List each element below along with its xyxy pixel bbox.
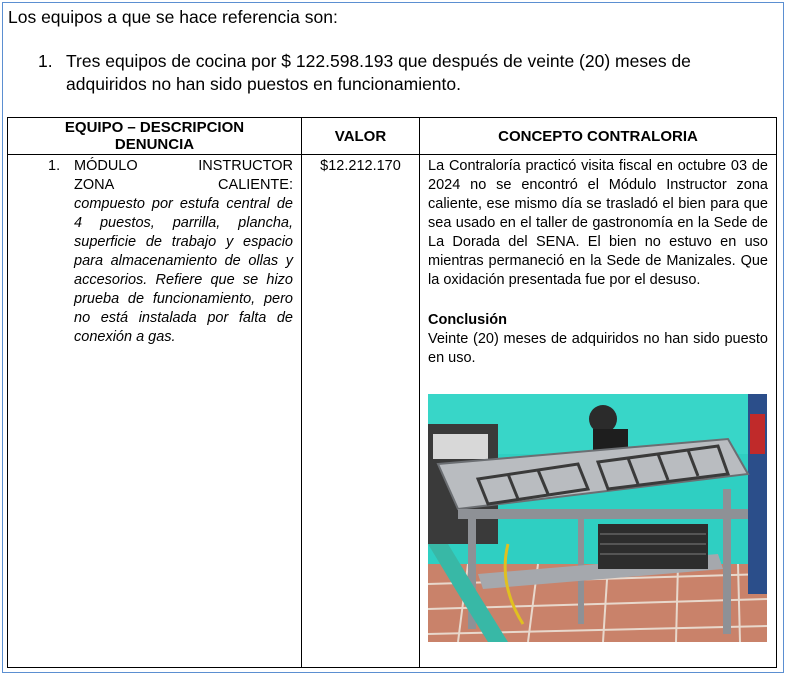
header-concepto: CONCEPTO CONTRALORIA — [420, 118, 777, 155]
conclusion-heading: Conclusión — [428, 312, 507, 328]
equipment-table — [7, 117, 777, 668]
cell-equipo — [8, 155, 302, 668]
header-valor: VALOR — [302, 118, 420, 155]
equipment-value: $12.212.170 — [320, 158, 401, 174]
equipment-description: compuesto por estufa central de 4 puestos, parrilla, plancha, superficie de trabajo y espacio para almacenamiento de ollas y accesorios. Refiere que se hizo prueba de funcionamiento, pero no está instalada por falta de conexión a gas. — [74, 196, 293, 345]
equipment-title-line1: MÓDULO INSTRUCTOR — [74, 158, 293, 174]
intro-text: Los equipos a que se hace referencia son: — [8, 7, 338, 27]
cell-valor — [302, 155, 420, 668]
list-item-text: Tres equipos de cocina por $ 122.598.193 que después de veinte (20) meses de adquiridos no han sido puestos en funcionamiento. — [66, 51, 691, 94]
cell-concepto — [420, 155, 777, 668]
concepto-text: La Contraloría practicó visita fiscal en octubre 03 de 2024 no se encontró el Módulo Instructor zona caliente, ese mismo día se trasladó el bien para que sea usado en el taller de gastronomía en la Sede de La Dorada del SENA. El bien no estuvo en uso mientras permaneció en la Sede de Manizales. Que la oxidación presentada fue por el desuso. — [428, 158, 768, 288]
equipment-title-line2: ZONA CALIENTE: — [74, 177, 293, 193]
list-item-number: 1. — [38, 51, 53, 71]
stove-photo-illustration — [428, 394, 767, 642]
conclusion-text: Veinte (20) meses de adquiridos no han sido puesto en uso. — [428, 331, 768, 366]
kitchen-module-photo — [428, 394, 767, 642]
row-number: 1. — [48, 158, 61, 174]
header-equipo: EQUIPO – DESCRIPCION DENUNCIA — [8, 118, 302, 155]
